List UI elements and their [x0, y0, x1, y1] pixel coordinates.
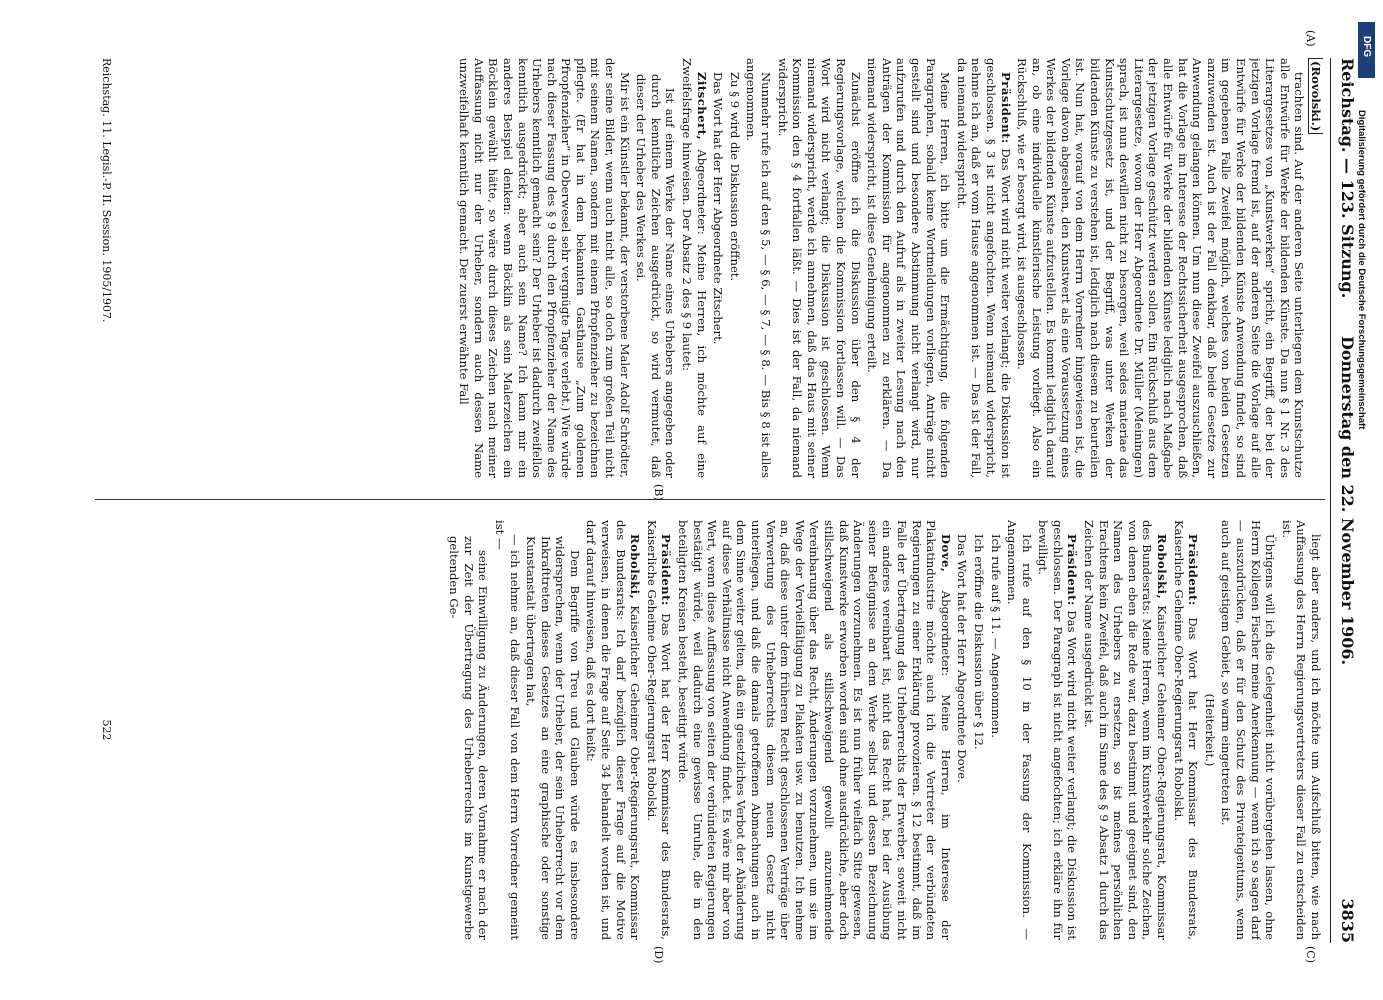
header-page-number: 3835 — [1338, 898, 1357, 943]
quoted-text: seine Einwilligung zu Änderungen, deren Vornahme er nach der zur Zeit der Übertragung des Urheberrechts im Kunstgewerbe geltenden Ge- — [447, 536, 491, 940]
speaker-name: Präsident: — [998, 72, 1013, 144]
speech-paragraph — [644, 520, 673, 940]
margin-mark-a: (A) — [1304, 30, 1317, 47]
margin-mark-b: (B) — [652, 484, 665, 501]
quoted-text: Ist auf einem Werke der Name eines Urhebers angegeben oder durch kenntliche Zeichen ausgedrückt, so wird vermutet, daß dieser der Urheber des Werkes sei. — [634, 74, 678, 478]
speaker-tag-text: (Rovolski.) — [1308, 58, 1323, 134]
text-paragraph: — ich nehme an, daß dieser Fall von dem Herrn Vorredner gemeint ist — — [492, 520, 522, 940]
header-center: Donnerstag den 22. November 1906. — [1338, 335, 1357, 666]
left-column — [93, 58, 1323, 478]
digitization-note: Digitalisierung gefördert durch die Deutsche Forschungsgemeinschaft — [1356, 110, 1367, 430]
speaker-name: Präsident: — [1186, 534, 1201, 606]
speech-paragraph — [584, 520, 642, 940]
speech-text: Abgeordneter: Meine Herren, im Interesse der Plakatindustrie möchte auch ich die Vertreter der verbündeten Regierungen zu einer Erklärung provozieren. § 12 bestimmt, daß im Falle der Übertragung des Urheberrechts der Erwerber, soweit nicht ein anderes vereinbart ist, nicht das Recht hat, bei der Ausübung seiner Befugnisse an dem Werke selbst und dessen Bezeichnung Änderungen vorzunehmen. Es ist nun früher vielfach Sitte gewesen, daß Kunstwerke erworben worden sind ohne ausdrückliche, aber doch stillschweigend als stillschweigend gewollt anzunehmende Vereinbarung über das Recht, Änderungen vorzunehmen, um sie im Wege der Vervielfältigung zu Plakaten usw. zu benutzen. Ich nehme an, daß diese unter dem früheren Recht geschlossenen Verträge über Verwertung des Urheberrechts diesem neuen Gesetz nicht unterliegen, und daß die damals getroffenen Abmachungen auch in dem Sinne weiter gelten, daß ein gesetzliches Verbot der Abänderung auf diese Verhältnisse nicht Anwendung findet. Es wäre mir aber von Wert, wenn diese Auffassung von seiten der verbündeten Regierungen bestätigt würde, weil dadurch eine gewisse Unruhe, die in den beteiligten Kreisen besteht, beseitigt würde. — [676, 520, 953, 940]
speech-paragraph — [679, 58, 708, 478]
margin-mark-c: (C) — [1304, 946, 1317, 963]
text-paragraph: Ich rufe auf § 11. — Angenommen. — [988, 534, 1003, 738]
column-divider — [95, 499, 1325, 500]
text-paragraph: Zunächst eröffne ich die Diskussion über den § 4 der Regierungsvorlage, welchen die Kommission fortlassen will. — Das Wort wird nicht verlangt; die Diskussion ist geschlossen. Wenn niemand widerspricht, werde ich annehmen, daß das Haus mit seiner Kommission den § 4 fortfallen läßt. — Dies ist der Fall, da niemand widerspricht. — [775, 58, 863, 478]
document-page — [80, 30, 1365, 964]
speech-text: Das Wort hat Herr Kommissar des Bundesrats, Kaiserliche Geheime Ober-Regierungsrat Robolski. — [1171, 520, 1201, 940]
header-left: Reichstag. — 123. Sitzung. — [1338, 58, 1357, 299]
right-column — [93, 520, 1323, 940]
speech-text: Abgeordneter: Meine Herren, ich möchte auf eine Zweifelsfrage hinweisen. Der Absatz 2 des § 9 lautet: — [680, 58, 709, 478]
speaker-name: Dove, — [938, 534, 953, 573]
text-paragraph: Zu § 9 wird die Diskussion eröffnet. — [727, 72, 742, 282]
text-paragraph: Das Wort hat der Herr Abgeordnete Zitschert. — [711, 72, 726, 345]
speech-paragraph — [1082, 520, 1170, 940]
text-paragraph: Das Wort hat der Herr Abgeordnete Dove. — [955, 534, 970, 783]
digitization-sidebar — [1355, 20, 1379, 980]
speech-text: Kaiserlicher Geheimer Ober-Regierungsrat, Kommissar des Bundesrats: Ich darf bezüglich dieser Frage auf die Motive verweisen, in denen die Frage auf Seite 34 behandelt worden ist, und darf darauf hinweisen, daß es dort heißt: — [584, 520, 643, 940]
speaker-name: Zitschert, — [694, 72, 709, 141]
speech-paragraph — [675, 520, 952, 940]
margin-mark-d: (D) — [652, 946, 665, 964]
speech-text: Kaiserlicher Geheimer Ober-Regierungsrat, Kommissar des Bundesrats: Meine Herren, wenn im Kunstverkehr solche Zeichen, von denen eben die Rede war, dazu bestimmt und geeignet sind, den Namen des Urhebers zu ersetzen, so ist meines persönlichen Erachtens kein Zweifel, daß auch im Sinne des § 9 Absatz 1 durch das Zeichen der Name ausgedrückt ist. — [1082, 520, 1170, 940]
footer-session: Reichstag. 11. Legisl.-P. II. Session. 1905/1907. — [100, 58, 113, 323]
speaker-name: Robolski, — [628, 534, 643, 600]
quoted-text: Dem Begriffe von Treu und Glauben würde es insbesondere widersprechen, wenn der Urheber, der sein Urheberrecht vor dem Inkrafttreten dieses Gesetzes an eine graphische oder sonstige Kunstanstalt übertragen hat, — [524, 536, 582, 940]
page-footer — [100, 58, 113, 741]
text-paragraph: liegt aber anders, und ich möchte um Aufschluß bitten, wie nach Auffassung des Herrn Regierungsvertreters dieser Fall zu entscheiden ist. — [1279, 520, 1323, 940]
text-paragraph: Ich rufe auf den § 10 in der Fassung der Kommission. — Angenommen. — [1005, 520, 1034, 940]
interjection: (Heiterkeit.) — [1202, 693, 1217, 767]
text-paragraph: Mir ist ein Künstler bekannt, der verstorbene Maler Adolf Schrödter, der seine Bilder, wenn auch nicht alle, so doch zum großen Teil nicht mit seinem Namen, sondern mit einem Pfropfenzieher zu bezeichnen pflegte. (Er hat in dem bekannten Gasthause „Zum goldenen Pfropfenzieher“ in Oberwesel sehr vergnügte Tage verlebt.) Wie würde nach dieser Fassung des § 9 durch den Pfropfenzieher der Name des Urhebers kenntlich gemacht sein? Der Urheber ist dadurch zweifellos kenntlich ausgedrückt; aber auch sein Name? Ich kann mir ein anderes Beispiel denken: wenn Böcklin als sein Malerzeichen ein Böcklein gewählt hätte, so wäre durch dieses Zeichen nach meiner Auffassung nicht nur der Urheber, sondern auch dessen Name unzweifelhaft kenntlich gemacht. Der zuerst erwähnte Fall — [457, 58, 632, 478]
speech-text: Das Wort wird nicht weiter verlangt; die Diskussion ist geschlossen. Der Paragraph ist nicht angefochten; ich erkläre ihn für bewilligt. — [1036, 520, 1080, 940]
speech-text: Das Wort wird nicht weiter verlangt; die Diskussion ist geschlossen. § 3 ist nicht angefochten. Wenn niemand widerspricht, nehme ich an, daß er vom Hause angenommen ist. — Das ist der Fall, da niemand widerspricht. — [954, 58, 1013, 478]
header-rule — [1330, 58, 1331, 943]
speech-paragraph — [1171, 520, 1200, 940]
speaker-tag — [1308, 58, 1323, 478]
speaker-name: Präsident: — [1065, 534, 1080, 606]
dfg-logo — [1358, 22, 1375, 78]
text-paragraph: Übrigens will ich die Gelegenheit nicht vorübergehen lassen, ohne Herrn Kollegen Fischer meine Anerkennung — wenn ich so sagen darf — auszudrücken, daß er für den Schutz des Privateigentums, wenn auch auf geistigem Gebiet, so warm eingetreten ist. — [1219, 520, 1278, 940]
speech-paragraph — [954, 58, 1012, 478]
footer-page-number: 522 — [100, 719, 113, 741]
speech-paragraph — [1036, 520, 1080, 940]
text-paragraph: Nunmehr rufe ich auf den § 5, — § 6, — § 7, — § 8. — Bis § 8 ist alles angenommen. — [744, 58, 774, 478]
speaker-name: Präsident: — [659, 534, 674, 606]
speech-text: Das Wort hat der Herr Kommissar des Bundesrats, Kaiserliche Geheime Ober-Regierungsrat Robolski. — [644, 520, 674, 940]
text-paragraph: trachten sind. Auf der anderen Seite unterliegen dem Kunstschutze alle Entwürfe für Werke der bildenden Künste. Da nun § 1 Nr. 3 des Literargesetzes von „Kunstwerken“ spricht, ein Begriff, der bei der jetzigen Vorlage fremd ist, auf der anderen Seite die Vorlage auf alle Entwürfe für Werke der bildenden Künste Anwendung findet, so sind im gegebenen Falle Zweifel möglich, welches von beiden Gesetzen anzuwenden ist. Auch ist der Fall denkbar, daß beide Gesetze zur Anwendung gelangen können. Um nun diese Zweifel auszuschließen, hat die Vorlage im Interesse der Rechtssicherheit ausgesprochen, daß alle Entwürfe für Werke der bildenden Künste lediglich nach Maßgabe der jetzigen Vorlage geschützt werden sollen. Ein Rückschluß aus dem Literargesetze, wovon der Herr Abgeordnete Dr. Müller (Meiningen) sprach, ist nun deswillen nicht zu besorgen, weil sedes materiae das Kunstschutzgesetz ist, und der Begriff, was unter Werken der bildenden Künste zu verstehen ist, lediglich nach diesem zu beurteilen ist. Nun hat, worauf von dem Herrn Vorredner hingewiesen ist, die Vorlage davon abgesehen, den Kunstwert als eine Voraussetzung eines Werkes der bildenden Künste aufzustellen. Es kommt lediglich darauf an, ob eine individuelle künstlerische Leistung vorliegt. Also ein Rückschluß, wie er besorgt wird, ist ausgeschlossen. — [1015, 58, 1307, 478]
text-paragraph: Meine Herren, ich bitte um die Ermächtigung, die folgenden Paragraphen, sobald keine Wortmeldungen vorliegen, Anträge nicht gestellt sind und besondere Abstimmung nicht verlangt wird, nur aufzurufen und durch den Aufruf als in zweiter Lesung nach den Anträgen der Kommission für angenommen zu erklären. — Da niemand widerspricht, ist diese Genehmigung erteilt. — [865, 58, 953, 478]
speaker-name: Robolski, — [1155, 534, 1170, 600]
text-paragraph: Ich eröffne die Diskussion über § 12. — [971, 534, 986, 750]
dfg-logo-text: DFG — [1361, 36, 1372, 58]
